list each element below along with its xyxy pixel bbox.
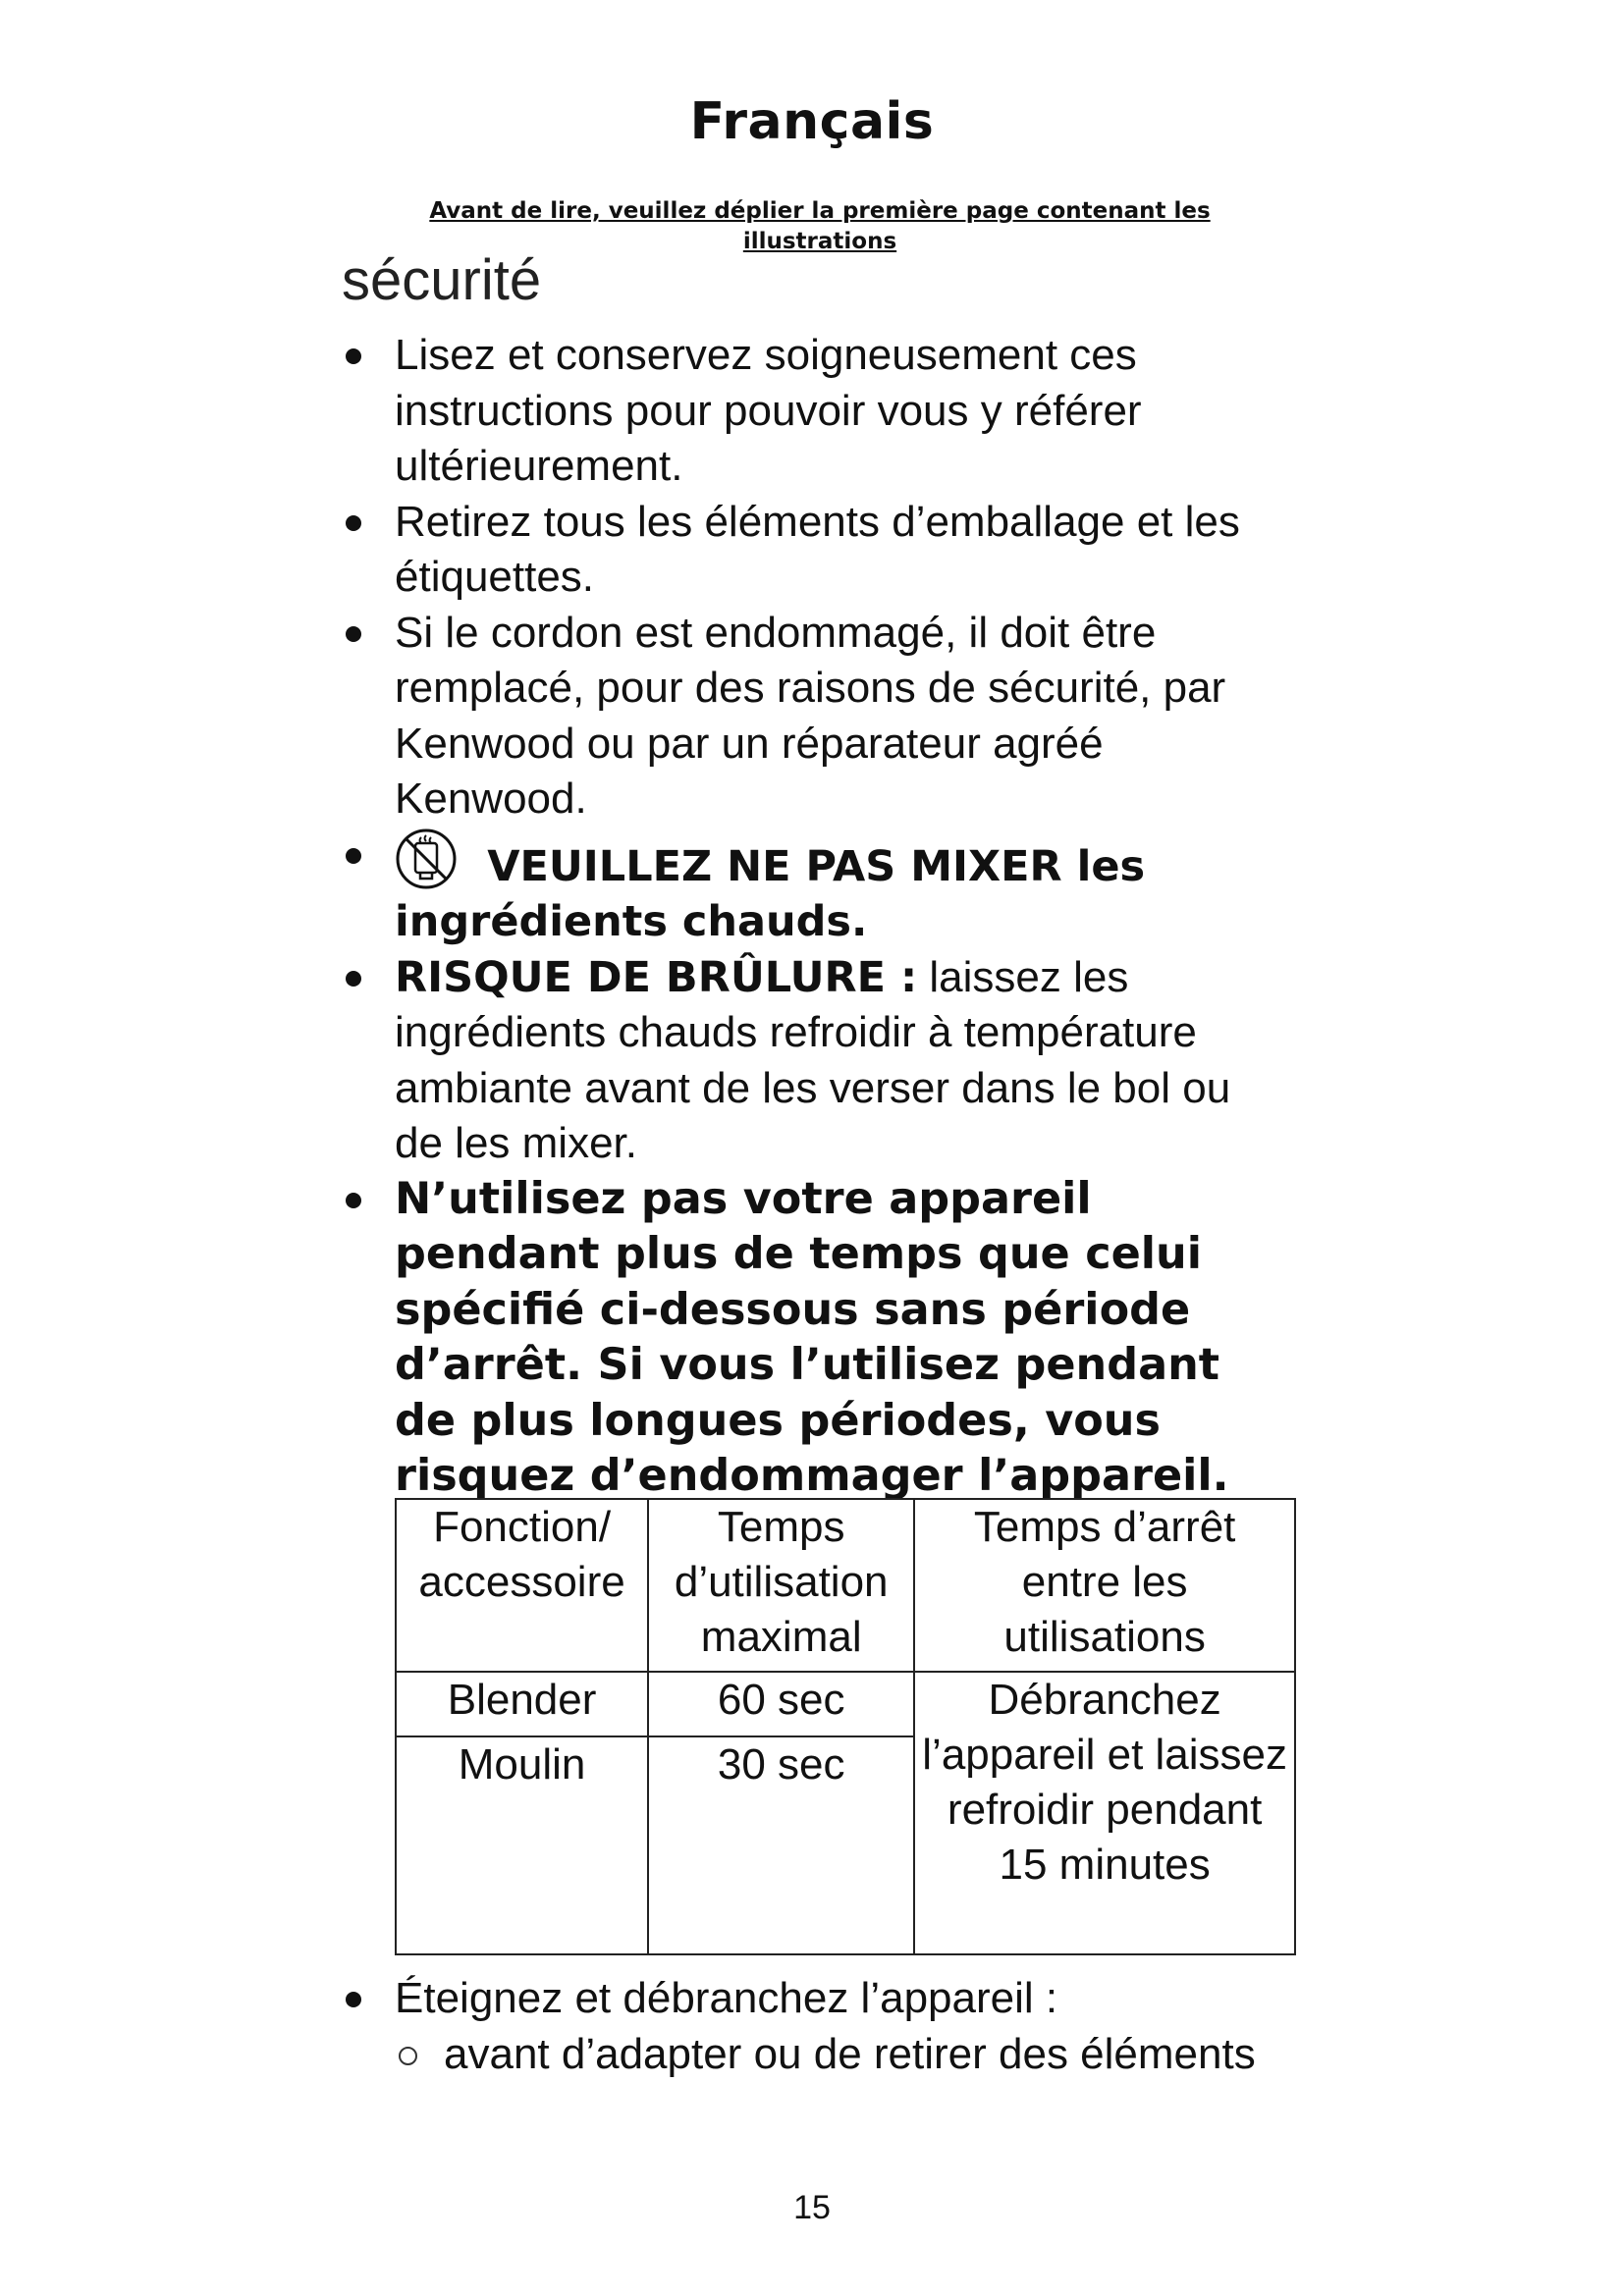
usage-time-table <box>395 1498 1296 1955</box>
bullet-text: Retirez tous les éléments d’emballage et les étiquettes. <box>395 497 1240 601</box>
page-title: Français <box>689 92 935 151</box>
page-number: 15 <box>793 2189 831 2226</box>
circle-bullet-icon <box>399 2047 417 2065</box>
table-cell: 60 sec <box>648 1672 914 1736</box>
bullet-icon <box>346 1992 361 2007</box>
bullet-icon <box>346 1193 361 1208</box>
no-hot-ingredients-icon <box>395 828 458 890</box>
bullet-text: Lisez et conservez soigneusement ces instructions pour pouvoir vous y référer ultérieurement. <box>395 331 1142 490</box>
bullet-icon <box>346 848 361 864</box>
bullet-text: Éteignez et débranchez l’appareil : <box>395 1974 1058 2022</box>
burn-risk-label: RISQUE DE BRÛLURE : <box>395 952 918 1002</box>
sub-list-item <box>342 2027 1284 2082</box>
list-item <box>342 606 1284 828</box>
table-cell: Débranchez l’appareil et laissez refroidir pendant 15 minutes <box>914 1672 1295 1954</box>
bullet-text: N’utilisez pas votre appareil pendant plus de temps que celui spécifié ci-dessous sans période d’arrêt. Si vous l’utilisez pendant de plus longues périodes, vous risquez d’endommager l’appareil. <box>395 1173 1229 1501</box>
unfold-notice: Avant de lire, veuillez déplier la première page contenant les illustrations <box>429 198 1211 254</box>
sub-bullet-text: avant d’adapter ou de retirer des éléments <box>444 2029 1256 2078</box>
bullet-text: VEUILLEZ NE PAS MIXER les ingrédients chauds. <box>395 841 1146 946</box>
table-header-cell: Fonction/ accessoire <box>396 1499 648 1672</box>
table-header-cell: Temps d’utilisation maximal <box>648 1499 914 1672</box>
bullet-icon <box>346 515 361 531</box>
table-header-row <box>396 1499 1295 1672</box>
bullet-text: Si le cordon est endommagé, il doit être remplacé, pour des raisons de sécurité, par Kenwood ou par un réparateur agréé Kenwood. <box>395 608 1226 823</box>
bullet-icon <box>346 348 361 364</box>
table-cell: Blender <box>396 1672 648 1736</box>
list-item <box>342 328 1284 495</box>
section-heading: sécurité <box>342 248 542 312</box>
bullet-icon <box>346 971 361 987</box>
list-item <box>342 1971 1284 2027</box>
table-cell: Moulin <box>396 1736 648 1954</box>
safety-list <box>342 328 1284 1505</box>
list-item <box>342 495 1284 606</box>
list-item <box>342 950 1284 1172</box>
table-header-cell: Temps d’arrêt entre les utilisations <box>914 1499 1295 1672</box>
table-cell: 30 sec <box>648 1736 914 1954</box>
bullet-text: laissez les ingrédients chauds refroidir à température ambiante avant de les verser dans le bol ou de les mixer. <box>395 952 1231 1167</box>
bullet-icon <box>346 626 361 642</box>
safety-list-continued <box>342 1971 1284 2082</box>
list-item <box>342 1172 1284 1505</box>
list-item <box>342 828 1284 950</box>
table-row <box>396 1672 1295 1736</box>
